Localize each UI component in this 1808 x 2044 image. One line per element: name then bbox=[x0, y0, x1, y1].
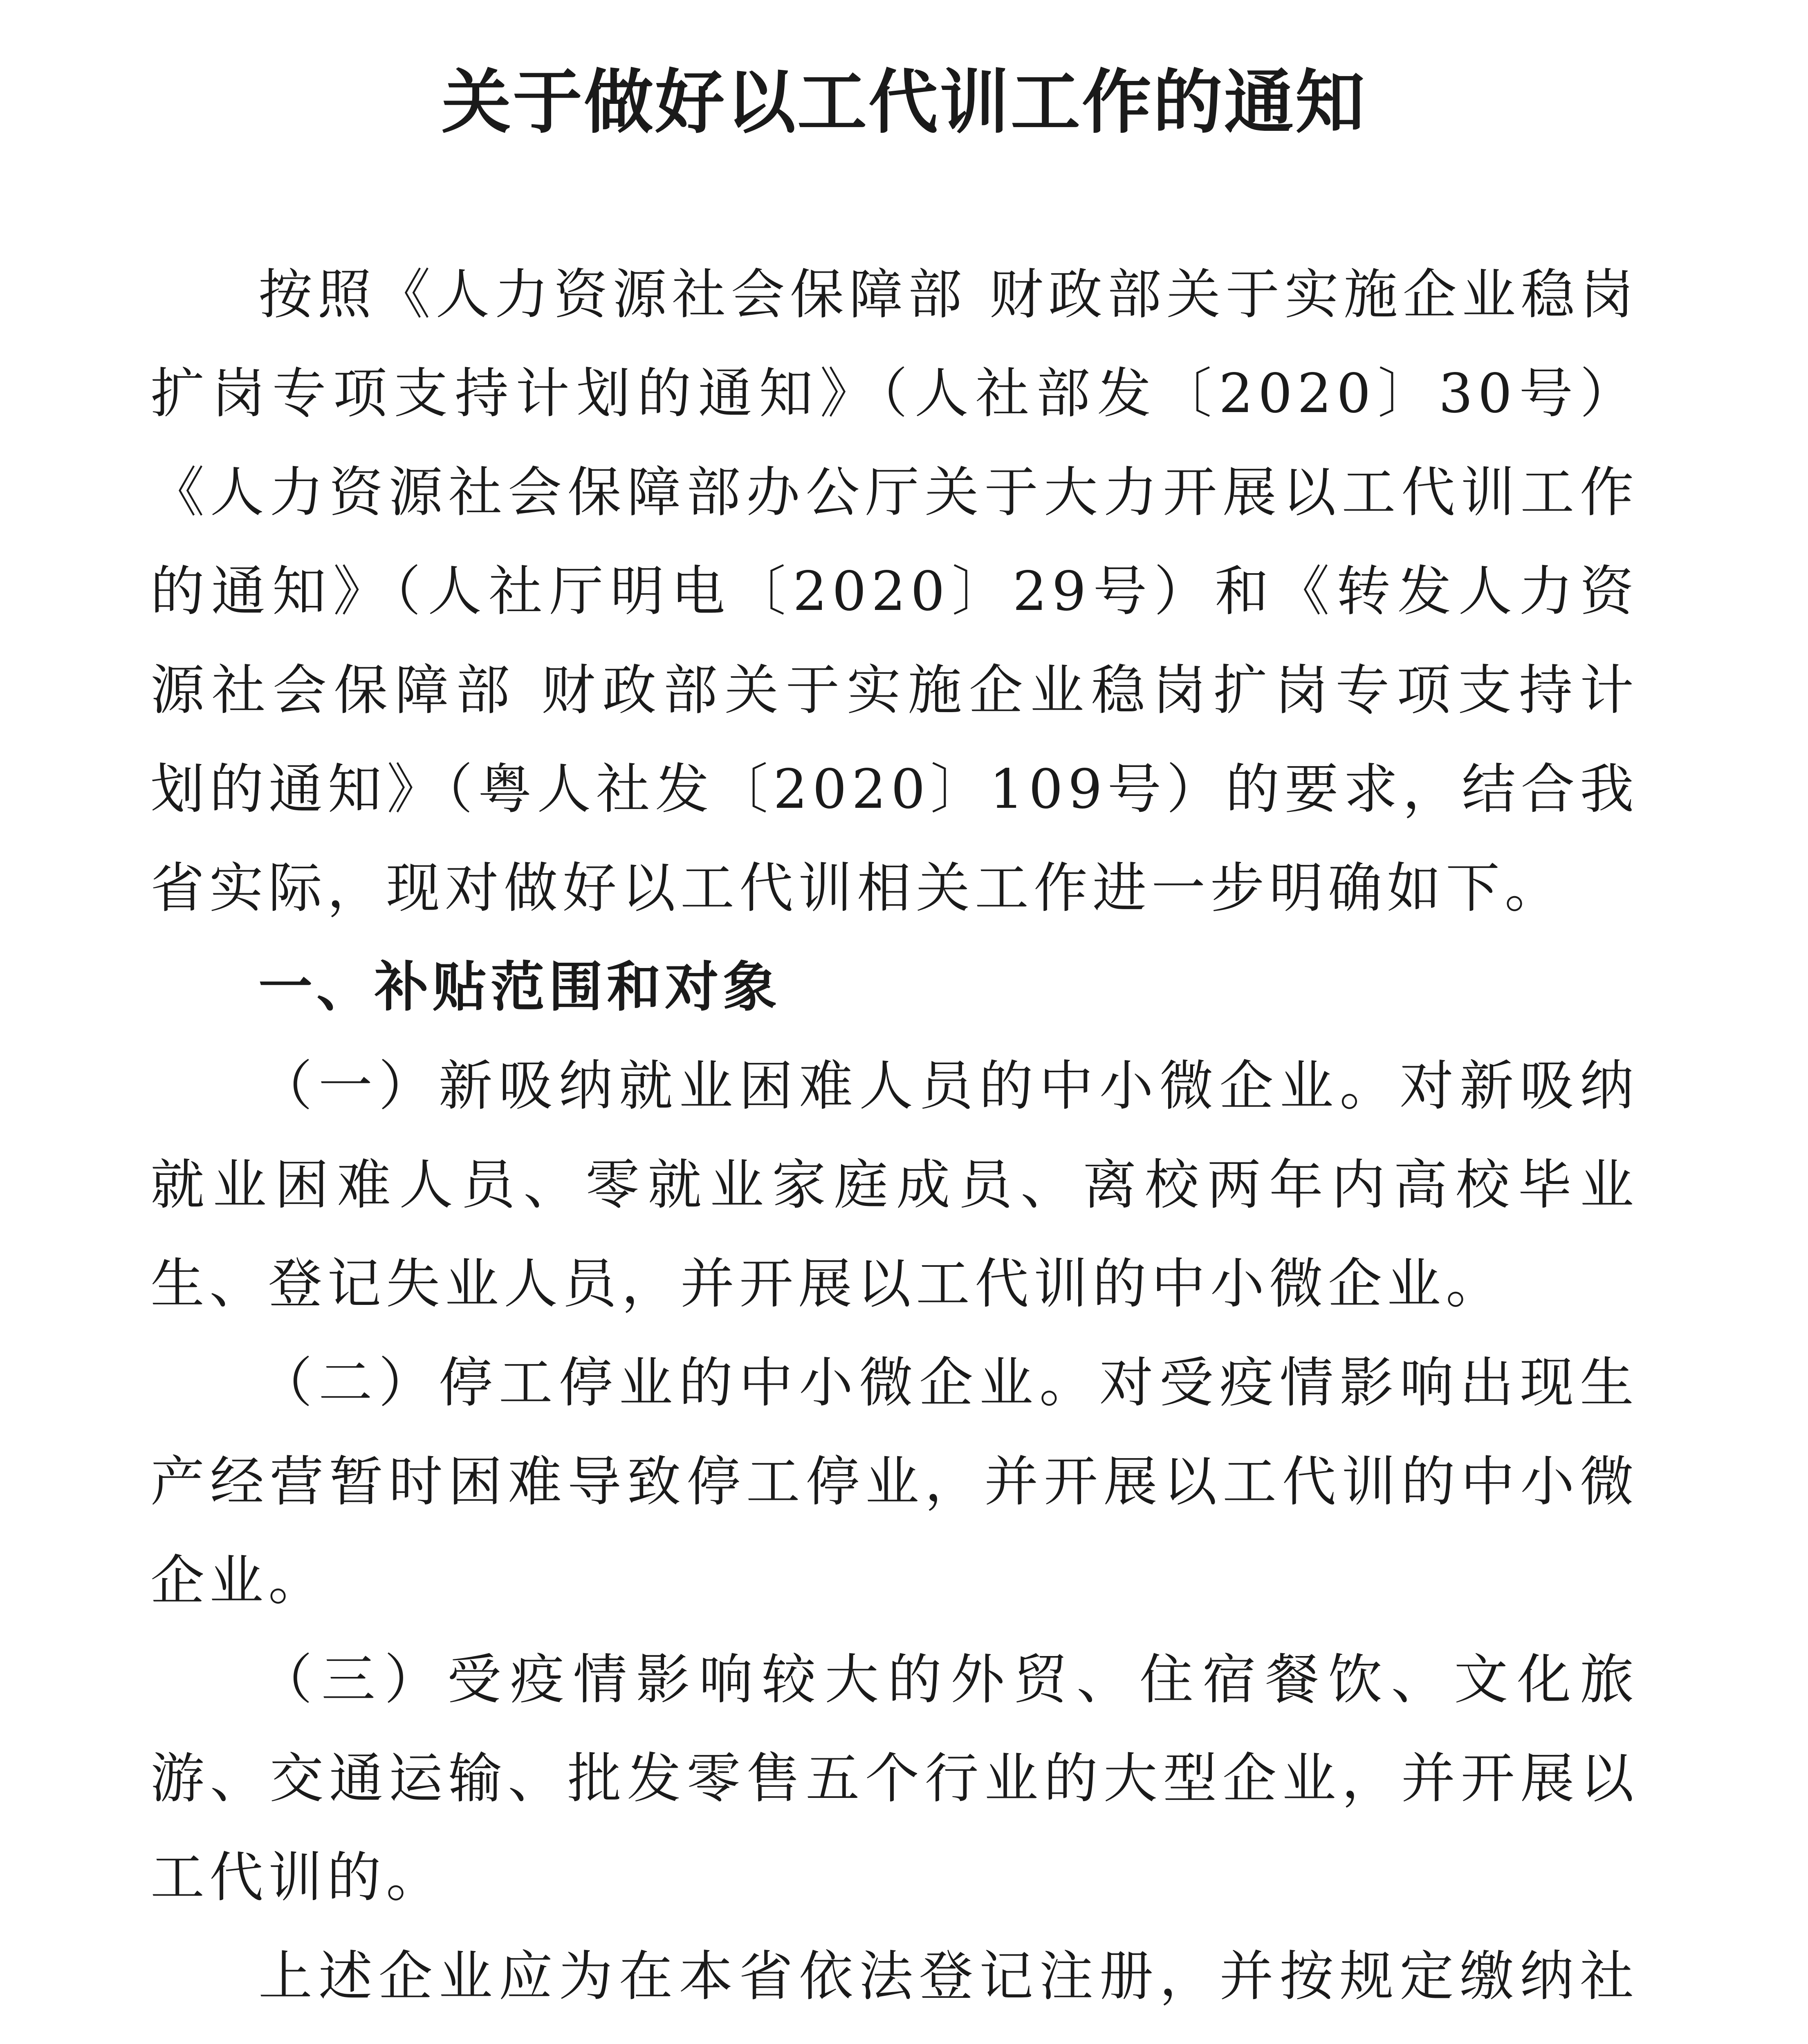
section1-item-1: （一）新吸纳就业困难人员的中小微企业。对新吸纳就业困难人员、零就业家庭成员、离校两年内高校毕业生、登记失业人员，并开展以工代训的中小微企业。 bbox=[150, 1055, 1639, 1316]
section-heading-1: 一、补贴范围和对象 bbox=[258, 956, 781, 1019]
section1-item-2: （二）停工停业的中小微企业。对受疫情影响出现生产经营暂时困难导致停工停业，并开展以工代训的中小微企业。 bbox=[150, 1351, 1639, 1612]
section1-note: 上述企业应为在本省依法登记注册，并按规定缴纳社 bbox=[258, 1945, 1639, 2008]
document-title: 关于做好以工代训工作的通知 bbox=[441, 61, 1366, 143]
section1-item-3: （三）受疫情影响较大的外贸、住宿餐饮、文化旅游、交通运输、批发零售五个行业的大型企业，并开展以工代训的。 bbox=[150, 1648, 1639, 1909]
intro-paragraph: 按照《人力资源社会保障部 财政部关于实施企业稳岗扩岗专项支持计划的通知》（人社部发〔2020〕30号）《人力资源社会保障部办公厅关于大力开展以工代训工作的通知》（人社厅明电〔2020〕29号）和《转发人力资源社会保障部 财政部关于实施企业稳岗扩岗专项支持计划的通知》（粤人社发〔2020〕109号）的要求，结合我省实际，现对做好以工代训相关工作进一步明确如下。 bbox=[150, 263, 1639, 920]
document-body bbox=[150, 245, 1639, 2044]
